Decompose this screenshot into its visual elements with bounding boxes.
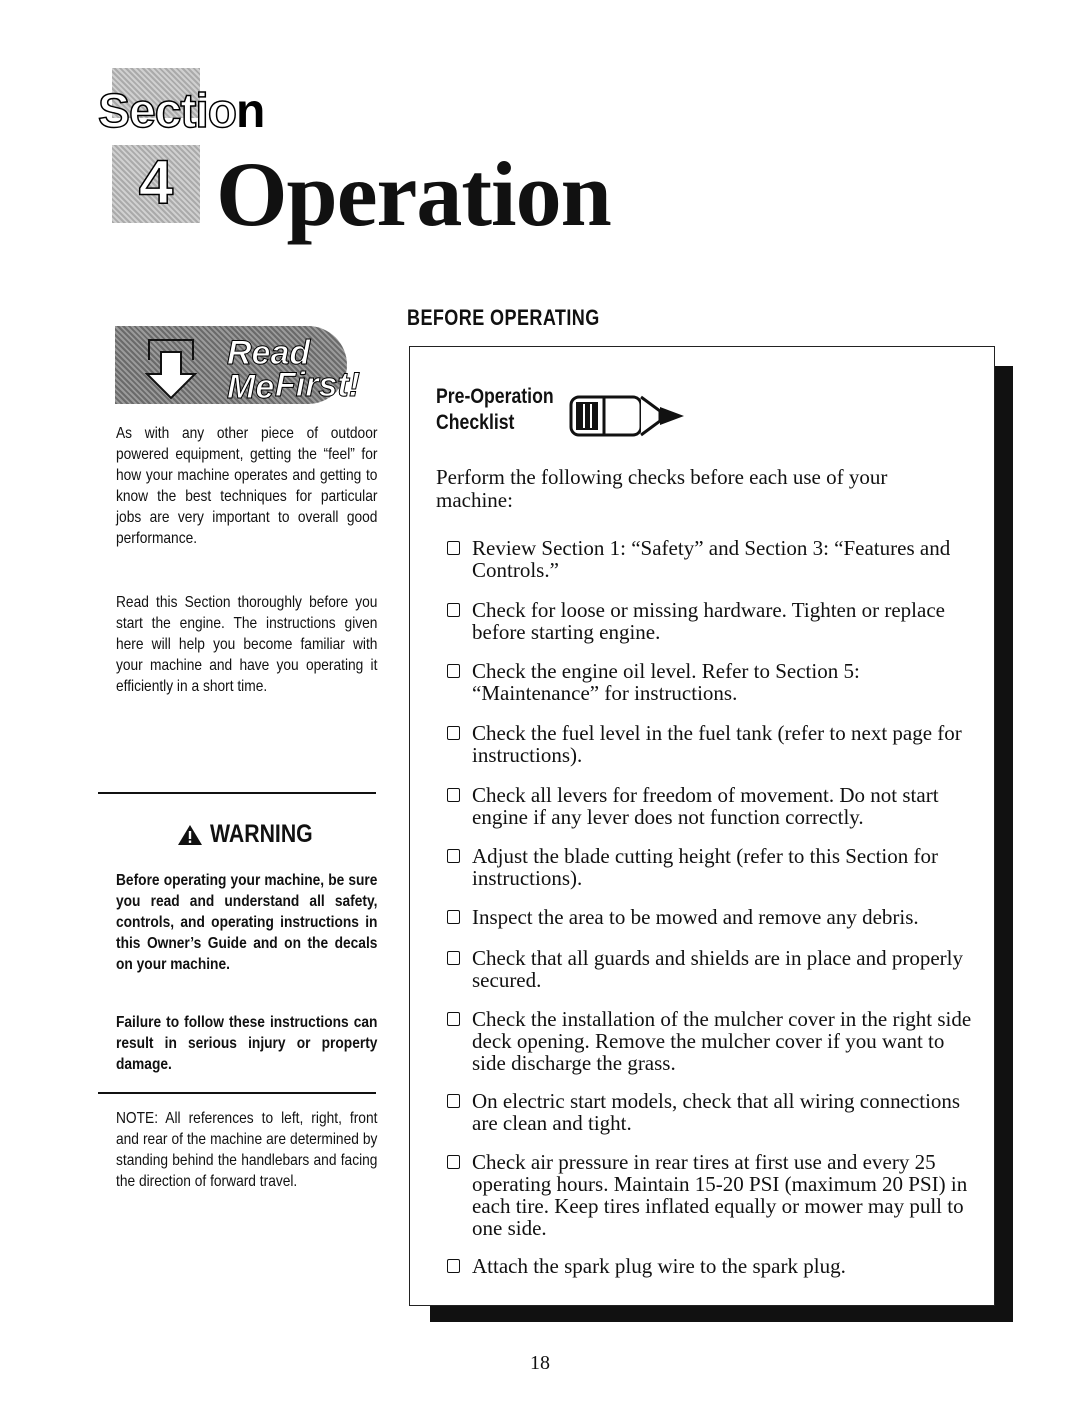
checkbox-icon[interactable] (447, 1012, 460, 1026)
checklist-item (447, 1008, 977, 1074)
page-title: Operation (216, 143, 611, 245)
warning-top-divider (98, 792, 376, 794)
checkbox-icon[interactable] (447, 788, 460, 802)
checklist-item-text: Review Section 1: “Safety” and Section 3: “Features and Controls.” (472, 536, 951, 582)
read-me-first-badge (115, 322, 360, 406)
checklist-item-text: Check the engine oil level. Refer to Section 5: “Maintenance” for instructions. (472, 659, 860, 705)
warning-paragraph: Before operating your machine, be sure you read and understand all safety, controls, and operating instructions in this Owner’s Guide and on the decals on your machine. (116, 872, 378, 973)
badge-line2: First! (275, 366, 360, 404)
checklist-item-text: Attach the spark plug wire to the spark plug. (472, 1254, 846, 1278)
checklist-item (447, 1255, 977, 1277)
checkbox-icon[interactable] (447, 726, 460, 740)
badge-line1: Read Me (227, 334, 311, 406)
checkbox-icon[interactable] (447, 664, 460, 678)
checklist-item-text: Check all levers for freedom of movement. Do not start engine if any lever does not function correctly. (472, 783, 939, 829)
checklist-item-text: On electric start models, check that all wiring connections are clean and tight. (472, 1089, 961, 1135)
intro-paragraph: As with any other piece of outdoor powered equipment, getting the “feel” for how your machine operates and getting to know the best techniques for particular jobs are very important to overall good performance. (116, 425, 378, 547)
checklist-item (447, 947, 977, 991)
page-number: 18 (530, 1352, 550, 1374)
pencil-icon (568, 391, 690, 441)
checkbox-icon[interactable] (447, 541, 460, 555)
checklist-item (447, 537, 977, 581)
checklist-item-text: Inspect the area to be mowed and remove any debris. (472, 905, 919, 929)
checklist-item (447, 660, 977, 704)
checkbox-icon[interactable] (447, 1155, 460, 1169)
section-word-tail: n (236, 85, 265, 138)
checkbox-icon[interactable] (447, 603, 460, 617)
checklist-intro: Perform the following checks before each use of your machine: (436, 465, 888, 512)
warning-bottom-divider (98, 1092, 376, 1094)
checklist-item (447, 845, 977, 889)
checklist-item (447, 1090, 977, 1134)
section-heading: BEFORE OPERATING (407, 305, 600, 330)
checklist-item (447, 906, 977, 928)
checkbox-icon[interactable] (447, 849, 460, 863)
checklist-item (447, 1151, 977, 1239)
checkbox-icon[interactable] (447, 1094, 460, 1108)
checklist-item-text: Check that all guards and shields are in place and properly secured. (472, 946, 963, 992)
checkbox-icon[interactable] (447, 910, 460, 924)
warning-consequence-paragraph: Failure to follow these instructions can result in serious injury or property damage. (116, 1014, 378, 1073)
checklist-item-text: Check the fuel level in the fuel tank (refer to next page for instructions). (472, 721, 962, 767)
section-word: Sectio (98, 85, 237, 138)
checklist-heading-line2: Checklist (436, 411, 515, 434)
checklist-item-text: Check for loose or missing hardware. Tighten or replace before starting engine. (472, 598, 945, 644)
checklist-item (447, 784, 977, 828)
checklist-item-text: Check the installation of the mulcher cover in the right side deck opening. Remove the mulcher cover if you want to side discharge the grass. (472, 1007, 972, 1075)
checklist-item-text: Adjust the blade cutting height (refer to this Section for instructions). (472, 844, 938, 890)
down-arrow-icon (141, 330, 213, 404)
checkbox-icon[interactable] (447, 1259, 460, 1273)
checklist-item (447, 722, 977, 766)
note-paragraph: NOTE: All references to left, right, front and rear of the machine are determined by standing behind the handlebars and facing the direction of forward travel. (116, 1110, 378, 1190)
checklist-item-text: Check air pressure in rear tires at first use and every 25 operating hours. Maintain 15-20 PSI (maximum 20 PSI) in each tire. Keep tires inflated equally or mower may pull to one side. (472, 1150, 968, 1240)
section-number: 4 (138, 148, 174, 217)
checkbox-icon[interactable] (447, 951, 460, 965)
read-section-paragraph: Read this Section thoroughly before you start the engine. The instructions given here will help you become familiar with your machine and have you operating it efficiently in a short time. (116, 594, 378, 695)
checklist-heading-line1: Pre-Operation (436, 385, 554, 408)
section-label (98, 85, 265, 138)
warning-title: WARNING (210, 820, 313, 848)
warning-triangle-icon (177, 824, 203, 846)
checklist-item (447, 599, 977, 643)
